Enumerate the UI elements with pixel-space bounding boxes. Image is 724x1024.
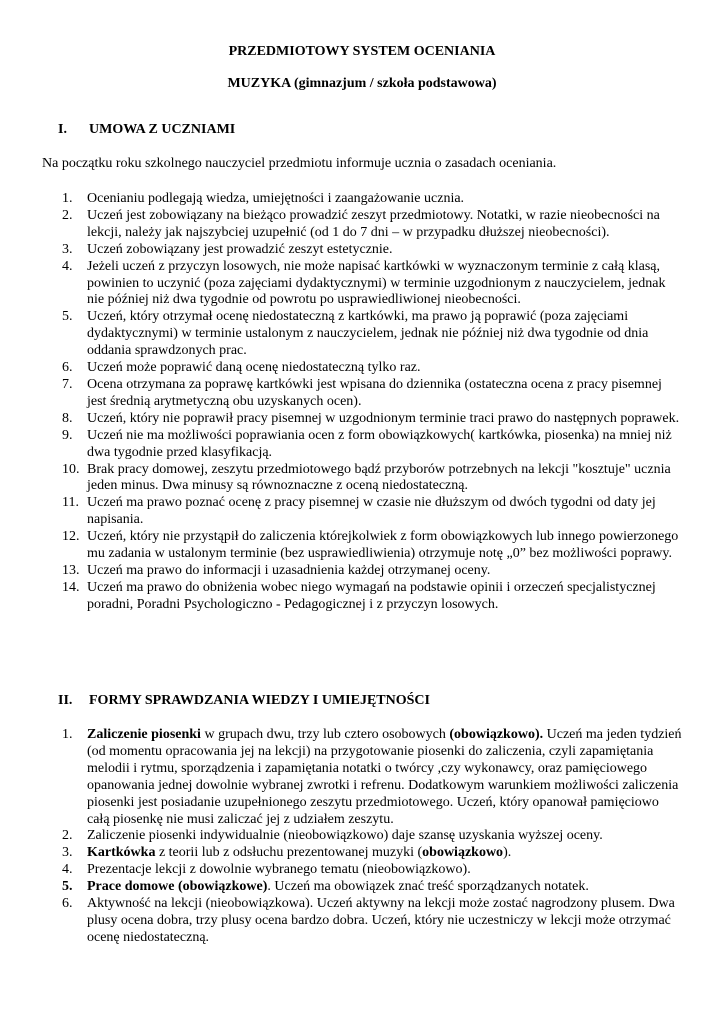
list-item-text: Uczeń zobowiązany jest prowadzić zeszyt estetycznie. (87, 241, 393, 257)
list-item-number: 6. (62, 896, 73, 912)
list-item (62, 462, 684, 496)
list-item-text: w grupach dwu, trzy lub cztero osobowych (200, 727, 450, 742)
list-item (62, 360, 684, 377)
section-heading-2 (58, 693, 430, 709)
list-item (62, 845, 684, 862)
list-item-number: 2. (62, 207, 73, 223)
list-item-emphasis: (obowiązkowo). (449, 727, 544, 742)
list-item-number: 1. (62, 727, 73, 742)
section-title: UMOWA Z UCZNIAMI (89, 122, 236, 137)
list-item-text: Prezentacje lekcji z dowolnie wybranego tematu (nieobowiązkowo). (87, 862, 471, 878)
list-item-emphasis: Prace domowe (obowiązkowe) (87, 879, 268, 895)
list-item (62, 828, 684, 845)
list-item (62, 208, 684, 242)
list-item-number: 2. (62, 828, 73, 844)
list-item-number: 11. (62, 495, 79, 511)
list-item (62, 259, 684, 310)
list-item-number: 6. (62, 360, 73, 376)
list-item-text: Brak pracy domowej, zeszytu przedmiotowego bądź przyborów potrzebnych na lekcji "kosztuje" ucznia jeden minus. Dwa minusy są równoznaczne z oceną niedostateczną. (87, 461, 671, 494)
list-item-number: 5. (62, 309, 73, 325)
list-item-text: z teorii lub z odsłuchu prezentowanej muzyki ( (155, 845, 423, 861)
list-item-number: 8. (62, 410, 73, 426)
list-item (62, 862, 684, 879)
list-item (62, 580, 684, 614)
list-item-number: 4. (62, 258, 73, 274)
list-item (62, 529, 684, 563)
list-item-number: 5. (62, 879, 73, 895)
list-item-number: 4. (62, 862, 73, 878)
list-item (62, 242, 684, 259)
list-item-text: Uczeń ma prawo do informacji i uzasadnienia każdej otrzymanej oceny. (87, 562, 491, 578)
document-subtitle: MUZYKA (gimnazjum / szkoła podstawowa) (227, 76, 497, 91)
list-item-number: 14. (62, 579, 80, 595)
section-number: I. (58, 122, 67, 137)
intro-paragraph: Na początku roku szkolnego nauczyciel przedmiotu informuje ucznia o zasadach oceniania. (42, 156, 557, 171)
list-item-text: Uczeń ma prawo do obniżenia wobec niego wymagań na podstawie opinii i orzeczeń specjalistycznej poradni, Poradni Psychologiczno - Pedagogicznej i z przyczyn losowych. (87, 579, 656, 612)
section-title: FORMY SPRAWDZANIA WIEDZY I UMIEJĘTNOŚCI (89, 693, 430, 708)
list-item-text: Uczeń, który nie przystąpił do zaliczenia którejkolwiek z form obowiązkowych lub innego powierzonego mu zadania w ustalonym terminie (bez usprawiedliwienia) otrzymuje notę „0” bez możliwości poprawy. (87, 529, 679, 562)
list-item (62, 896, 684, 947)
section-heading-1 (58, 122, 235, 138)
list-item-number: 7. (62, 376, 73, 392)
list-item-number: 1. (62, 191, 73, 206)
list-item-text: Uczeń ma jeden tydzień (od momentu opracowania jej na lekcji) na przygotowanie piosenki do zaliczenia, czyli zapamiętania melodii i rytmu, sporządzenia i zapamiętania notatki o twórcy ,czy wykonawcy, oraz pamięciowego opanowania jednej dowolnie wybranej zwrotki i refrenu. Dodatkowym warunkiem możliwości zaliczenia piosenki jest posiadanie uzupełnionego zeszytu przedmiotowego. Uczeń, który opanował pamięciowo całą piosenkę nie musi zaliczać jej z udziałem zeszytu. (87, 727, 682, 827)
list-item (62, 563, 684, 580)
list-item-text: Zaliczenie piosenki indywidualnie (nieobowiązkowo) daje szansę uzyskania wyższej oceny. (87, 828, 603, 844)
list-item (62, 309, 684, 360)
list-item-number: 9. (62, 427, 73, 443)
list-item-text: Uczeń, który otrzymał ocenę niedostateczną z kartkówki, ma prawo ją poprawić (poza zajęciami dydaktycznymi) w terminie ustalonym z nauczycielem, jednak nie później niż dwa tygodnie od dnia oddania sprawdzonych prac. (87, 309, 649, 359)
list-item-text: Ocenianiu podlegają wiedza, umiejętności i zaangażowanie ucznia. (87, 191, 465, 206)
list-item (62, 377, 684, 411)
list-item-number: 10. (62, 461, 80, 477)
list-item-number: 12. (62, 529, 80, 545)
list-item-text: Uczeń nie ma możliwości poprawiania ocen z form obowiązkowych( kartkówka, piosenka) na mniej niż dwa tygodnie przed klasyfikacją. (87, 427, 672, 460)
list-item-emphasis: obowiązkowo (422, 845, 504, 861)
list-item (62, 879, 684, 896)
list-item (62, 191, 684, 208)
list-item (62, 727, 684, 828)
list-item-number: 13. (62, 562, 80, 578)
list-item-text: Uczeń, który nie poprawił pracy pisemnej w uzgodnionym terminie traci prawo do następnych poprawek. (87, 410, 680, 426)
rules-list (62, 191, 684, 614)
document-title: PRZEDMIOTOWY SYSTEM OCENIANIA (228, 44, 496, 59)
list-item-text: . Uczeń ma obowiązek znać treść sporządzanych notatek. (267, 879, 589, 895)
list-item-number: 3. (62, 241, 73, 257)
list-item (62, 411, 684, 428)
list-item-text: ). (503, 845, 512, 861)
list-item (62, 495, 684, 529)
list-item-emphasis: Kartkówka (87, 845, 156, 861)
section-number: II. (58, 693, 73, 708)
list-item-text: Uczeń jest zobowiązany na bieżąco prowadzić zeszyt przedmiotowy. Notatki, w razie nieobecności na lekcji, należy jak najszybciej uzupełnić (od 1 do 7 dni – w przypadku dłuższej nieobecności). (87, 207, 660, 240)
list-item-text: Uczeń może poprawić daną ocenę niedostateczną tylko raz. (87, 360, 421, 376)
list-item (62, 428, 684, 462)
list-item-text: Aktywność na lekcji (nieobowiązkowa). Uczeń aktywny na lekcji może zostać nagrodzony plusem. Dwa plusy ocena dobra, trzy plusy ocena bardzo dobra. Uczeń, który nie uczestniczy w lekcji może otrzymać ocenę niedostateczną. (87, 896, 675, 945)
list-item-text: Uczeń ma prawo poznać ocenę z pracy pisemnej w czasie nie dłuższym od dwóch tygodni od daty jej napisania. (87, 495, 656, 528)
list-item-emphasis: Zaliczenie piosenki (87, 727, 201, 742)
list-item-text: Ocena otrzymana za poprawę kartkówki jest wpisana do dziennika (ostateczna ocena z pracy pisemnej jest średnią arytmetyczną obu uzyskanych ocen). (87, 376, 662, 409)
list-item-text: Jeżeli uczeń z przyczyn losowych, nie może napisać kartkówki w wyznaczonym terminie z całą klasą, powinien to uczynić (poza zajęciami dydaktycznymi) w terminie uzgodnionym z nauczycielem, jednak nie później niż dwa tygodnie od powrotu po usprawiedliwionej nieobecności. (87, 258, 666, 308)
assessment-forms-list (62, 727, 684, 947)
list-item-number: 3. (62, 845, 73, 861)
